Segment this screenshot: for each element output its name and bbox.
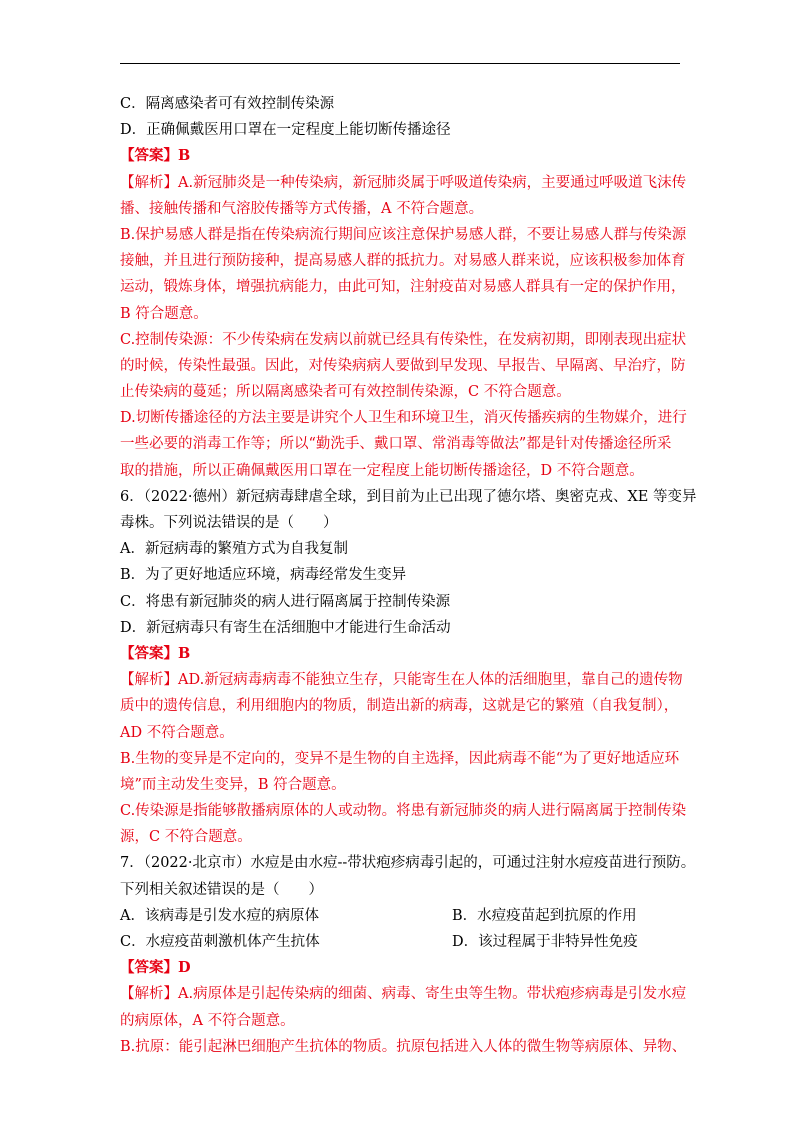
q7-stem-line: 7．（2022·北京市）水痘是由水痘--带状疱疹病毒引起的，可通过注射水痘疫苗进行预防。 — [120, 855, 696, 872]
q6-analysis-line: AD 不符合题意。 — [120, 724, 234, 741]
q5-analysis-line: 的时候，传染性最强。因此，对传染病病人要做到早发现、早报告、早隔离、早治疗，防 — [120, 357, 686, 374]
q7-option-c: C．水痘疫苗刺激机体产生抗体 — [120, 934, 320, 950]
q7-option-a: A．该病毒是引发水痘的病原体 — [120, 907, 319, 924]
q6-analysis-line: B.生物的变异是不定向的，变异不是生物的自主选择，因此病毒不能“为了更好地适应环 — [120, 750, 680, 767]
q6-analysis-line: 【解析】AD.新冠病毒病毒不能独立生存，只能寄生在人体的活细胞里，靠自己的遗传物 — [120, 672, 683, 689]
document-body — [120, 91, 697, 1060]
q5-answer: 【答案】B — [120, 147, 191, 165]
q7-analysis-line: 【解析】A.病原体是引起传染病的细菌、病毒、寄生虫等生物。带状疱疹病毒是引发水痘 — [120, 986, 687, 1003]
q5-analysis-line: D.切断传播途径的方法主要是讲究个人卫生和环境卫生，消灭传播疾病的生物媒介，进行 — [120, 410, 687, 427]
q6-option-a: A．新冠病毒的繁殖方式为自我复制 — [120, 541, 348, 558]
q5-option-d: D．正确佩戴医用口罩在一定程度上能切断传播途径 — [120, 122, 451, 139]
q7-options-row — [120, 929, 682, 955]
q6-option-c: C．将患有新冠肺炎的病人进行隔离属于控制传染源 — [120, 593, 451, 610]
q7-option-d: D．该过程属于非特异性免疫 — [452, 934, 638, 950]
q6-stem-line: 6．（2022·德州）新冠病毒肆虐全球，到目前为止已出现了德尔塔、奥密克戎、XE 等变异 — [120, 488, 697, 505]
q6-option-d: D．新冠病毒只有寄生在活细胞中才能进行生命活动 — [120, 619, 451, 636]
q5-analysis-line: 播、接触传播和气溶胶传播等方式传播，A 不符合题意。 — [120, 200, 484, 217]
q5-analysis-line: 【解析】A.新冠肺炎是一种传染病，新冠肺炎属于呼吸道传染病，主要通过呼吸道飞沫传 — [120, 174, 687, 191]
q6-stem-line: 毒株。下列说法错误的是（ ） — [120, 515, 338, 531]
q5-analysis-line: 止传染病的蔓延；所以隔离感染者可有效控制传染源，C 不符合题意。 — [120, 384, 571, 401]
q6-analysis-line: 境”而主动发生变异，B 符合题意。 — [120, 776, 346, 793]
q7-stem-line: 下列相关叙述错误的是（ ） — [120, 881, 323, 898]
q5-analysis-line: 运动，锻炼身体，增强抗病能力，由此可知，注射疫苗对易感人群具有一定的保护作用， — [120, 279, 686, 296]
q5-analysis-line: 取的措施，所以正确佩戴医用口罩在一定程度上能切断传播途径，D 不符合题意。 — [120, 462, 644, 479]
q6-option-b: B．为了更好地适应环境，病毒经常发生变异 — [120, 567, 407, 584]
q7-analysis-line: 的病原体，A 不符合题意。 — [120, 1012, 295, 1029]
q7-options-row — [120, 903, 682, 929]
q6-analysis-line: C.传染源是指能够散播病原体的人或动物。将患有新冠肺炎的病人进行隔离属于控制传染 — [120, 803, 687, 820]
q5-analysis-line: C.控制传染源：不少传染病在发病以前就已经具有传染性，在发病初期，即刚表现出症状 — [120, 331, 687, 348]
q6-answer: 【答案】B — [120, 644, 191, 662]
q5-analysis-line: B.保护易感人群是指在传染病流行期间应该注意保护易感人群，不要让易感人群与传染源 — [120, 226, 687, 243]
q7-option-b: B．水痘疫苗起到抗原的作用 — [452, 907, 637, 924]
q5-analysis-line: 一些必要的消毒工作等；所以“勤洗手、戴口罩、常消毒等做法”都是针对传播途径所采 — [120, 436, 672, 453]
q7-answer: 【答案】D — [120, 959, 191, 977]
q5-analysis-line: 接触，并且进行预防接种，提高易感人群的抵抗力。对易感人群来说，应该积极参加体育 — [120, 253, 686, 270]
header-rule — [120, 63, 680, 64]
q6-analysis-line: 质中的遗传信息，利用细胞内的物质，制造出新的病毒，这就是它的繁殖（自我复制）， — [120, 698, 679, 715]
q7-analysis-line: B.抗原：能引起淋巴细胞产生抗体的物质。抗原包括进入人体的微生物等病原体、异物、 — [120, 1038, 687, 1055]
q6-analysis-line: 源，C 不符合题意。 — [120, 829, 252, 846]
q5-option-c: C．隔离感染者可有效控制传染源 — [120, 96, 335, 112]
q5-analysis-line: B 符合题意。 — [120, 305, 208, 322]
